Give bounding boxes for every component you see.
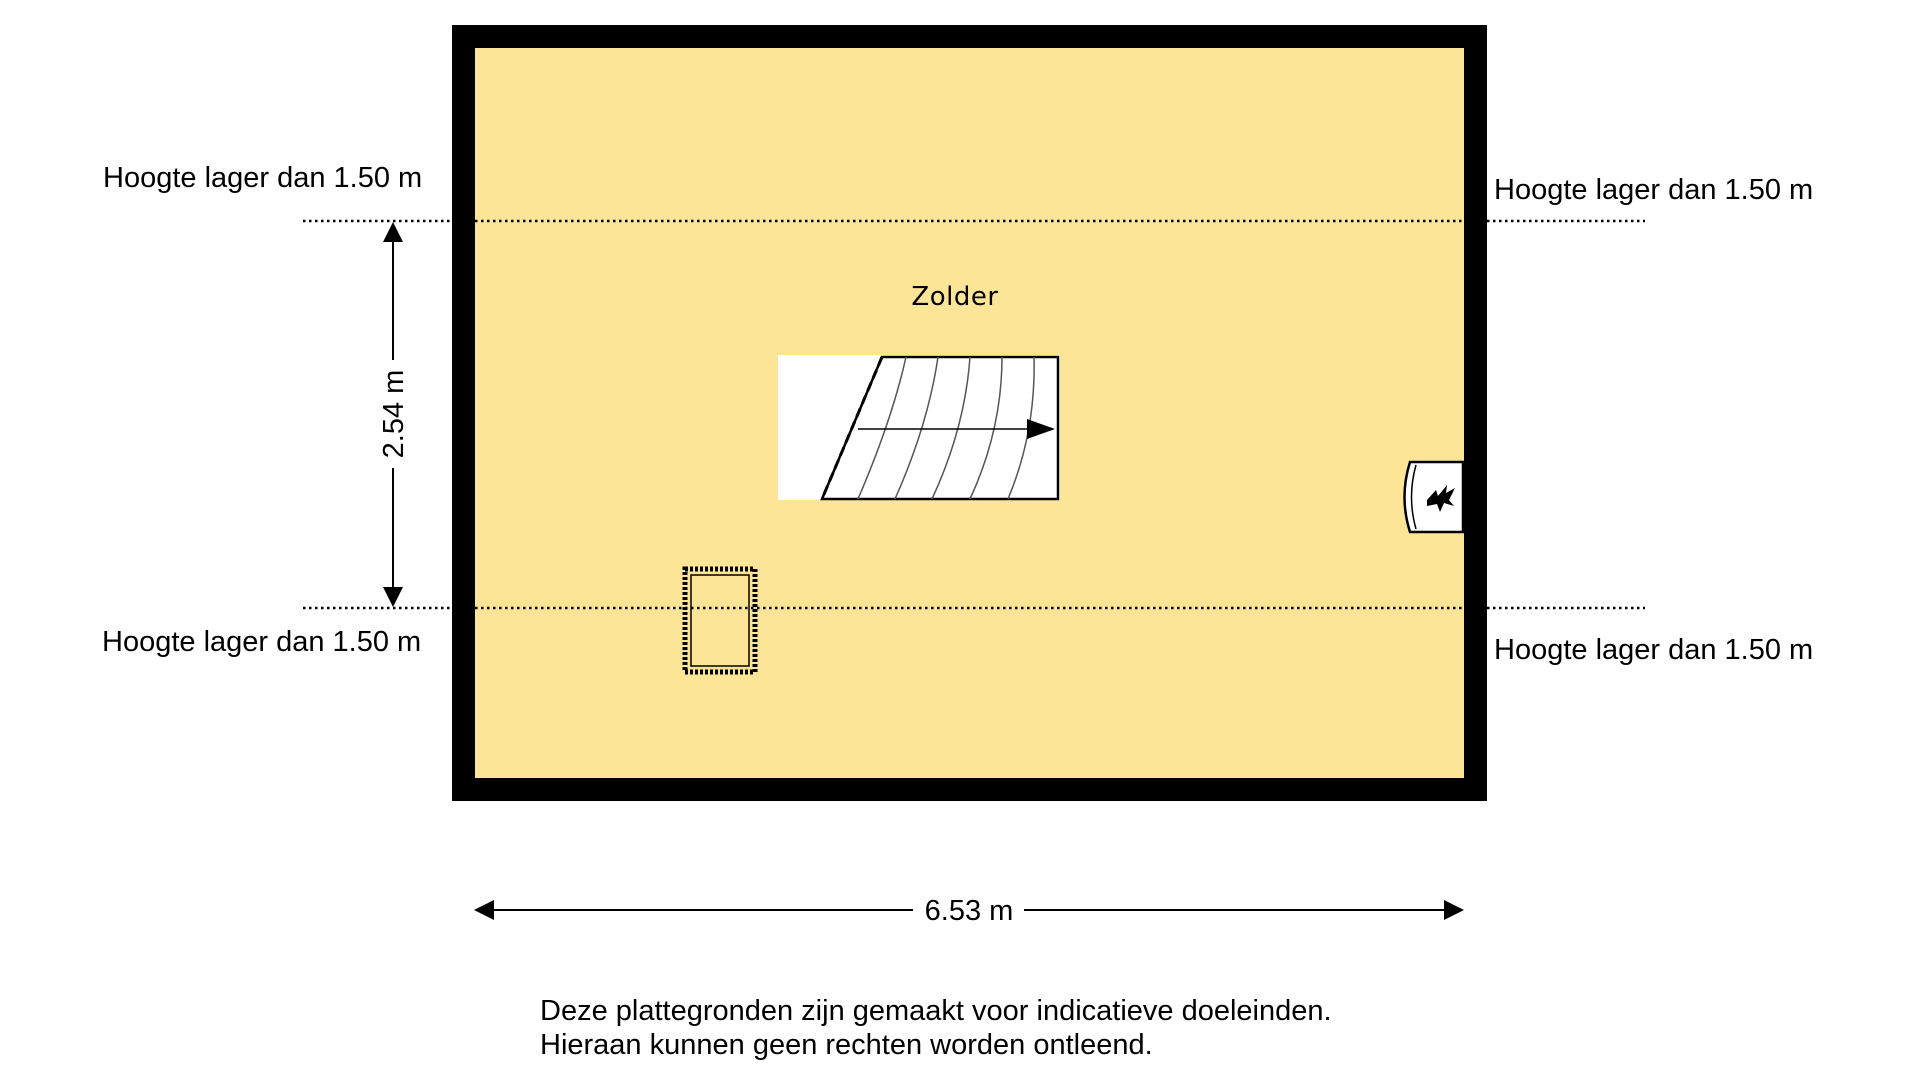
depth-dimension-label: 2.54 m (378, 369, 410, 459)
depth-dimension (378, 224, 410, 605)
height-note-bottom-left: Hoogte lager dan 1.50 m (102, 626, 422, 658)
disclaimer-line-1: Deze plattegronden zijn gemaakt voor indicatieve doeleinden. (540, 995, 1332, 1027)
height-note-top-right: Hoogte lager dan 1.50 m (1494, 174, 1814, 206)
boiler-icon (1405, 462, 1464, 532)
width-dimension (476, 895, 1462, 927)
disclaimer-line-2: Hieraan kunnen geen rechten worden ontleend. (540, 1029, 1153, 1061)
height-note-top-left: Hoogte lager dan 1.50 m (103, 162, 423, 194)
height-note-bottom-right: Hoogte lager dan 1.50 m (1494, 634, 1814, 666)
staircase-icon (778, 355, 1060, 500)
room-label: Zolder (911, 282, 999, 312)
disclaimer (540, 994, 1332, 1062)
width-dimension-label: 6.53 m (924, 895, 1014, 927)
